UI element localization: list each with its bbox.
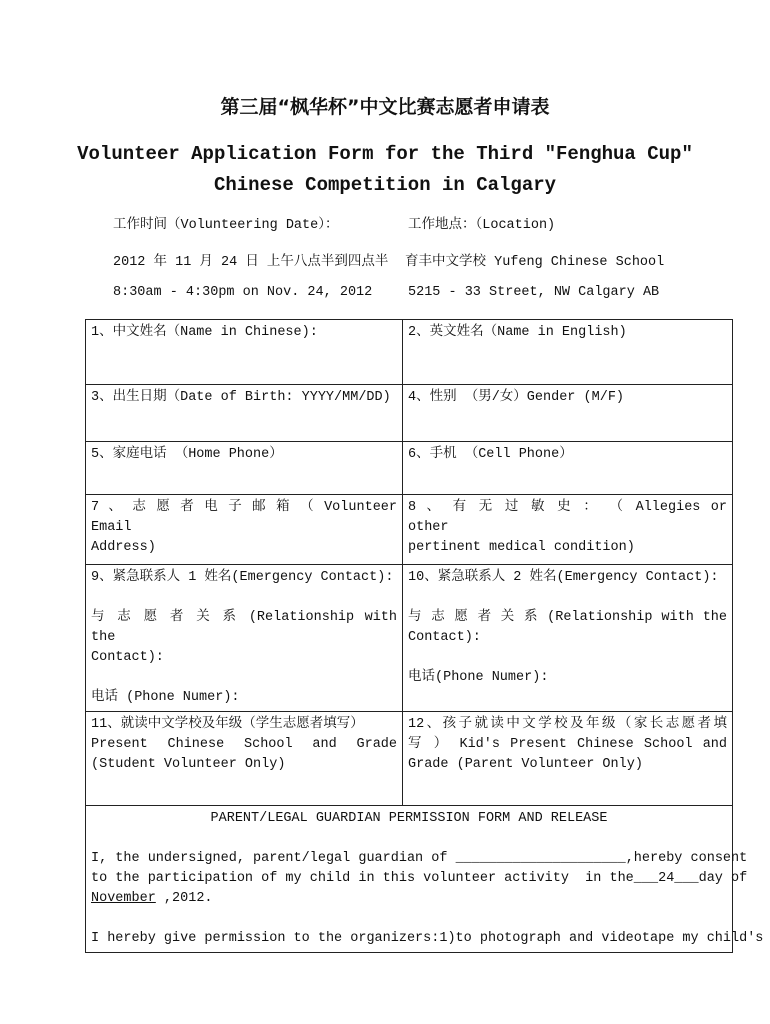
child-name-blank[interactable]: _____________________: [455, 851, 626, 866]
permission-consent-line1: [91, 849, 748, 869]
gender-field[interactable]: [403, 385, 733, 442]
emergency-contact-2-relationship: 与 志 愿 者 关 系 (Relationship with the: [408, 610, 727, 625]
home-phone-label: 5、家庭电话 （Home Phone）: [91, 447, 283, 462]
form-title-english-line1: Volunteer Application Form for the Third "Fenghua Cup": [77, 143, 693, 165]
emergency-contact-1-label: 9、紧急联系人 1 姓名(Emergency Contact):: [91, 570, 394, 585]
form-row-permission: [86, 806, 733, 953]
student-school-label: 11、就读中文学校及年级（学生志愿者填写）: [91, 717, 364, 732]
permission-heading: PARENT/LEGAL GUARDIAN PERMISSION FORM AND RELEASE: [210, 811, 608, 826]
emergency-contact-1-relationship: 与 志 愿 者 关 系 (Relationship with the: [91, 610, 397, 645]
permission-consent-line2: [91, 869, 748, 889]
application-form-table: [85, 319, 764, 953]
emergency-contact-2-label: 10、紧急联系人 2 姓名(Emergency Contact):: [408, 570, 719, 585]
consent-day: ___24___: [633, 871, 699, 886]
emergency-contact-2-phone: 电话(Phone Numer):: [408, 670, 549, 685]
name-english-label: 2、英文姓名（Name in English): [408, 325, 627, 340]
gender-label: 4、性别 （男/女）Gender (M/F): [408, 390, 625, 405]
consent-year: ,2012.: [155, 891, 213, 906]
email-label: 7 、 志 愿 者 电 子 邮 箱 （ Volunteer Email: [91, 500, 397, 535]
form-title-english: [0, 139, 770, 201]
kid-school-label-en: 写 ） Kid's Present Chinese School and: [408, 737, 727, 752]
email-label-cont: Address): [91, 540, 156, 555]
location-address: 5215 - 33 Street, NW Calgary AB: [408, 285, 660, 300]
consent-text-a: I, the undersigned, parent/legal guardian of: [91, 851, 456, 866]
emergency-contact-1-relationship-cont: Contact):: [91, 650, 164, 665]
kid-school-field[interactable]: [403, 712, 733, 806]
student-school-field[interactable]: [86, 712, 403, 806]
student-school-label-note: (Student Volunteer Only): [91, 757, 286, 772]
form-row-schools: [86, 712, 733, 806]
form-row-emergency: [86, 565, 733, 712]
consent-text-c: to the participation of my child in this volunteer activity in the: [91, 871, 634, 886]
emergency-contact-1-phone: 电话 (Phone Numer):: [91, 690, 240, 705]
consent-month: November: [91, 891, 156, 906]
email-field[interactable]: [86, 495, 403, 565]
allergies-label: 8 、 有 无 过 敏 史 ： （ Allegies or other: [408, 500, 727, 535]
name-chinese-field[interactable]: [86, 320, 403, 385]
form-row-phones: [86, 442, 733, 495]
name-chinese-label: 1、中文姓名（Name in Chinese):: [91, 325, 318, 340]
permission-photo-consent: I hereby give permission to the organizers:1)to photograph and videotape my child's: [91, 931, 764, 946]
volunteering-date-cn: 2012 年 11 月 24 日 上午八点半到四点半: [113, 255, 389, 270]
location-label: 工作地点：（Location): [408, 218, 556, 233]
permission-consent-line3: [91, 889, 727, 909]
form-title-english-line2: Chinese Competition in Calgary: [213, 174, 557, 196]
home-phone-field[interactable]: [86, 442, 403, 495]
emergency-contact-2-relationship-cont: Contact):: [408, 630, 481, 645]
location-name: 育丰中文学校 Yufeng Chinese School: [405, 255, 665, 270]
cell-phone-label: 6、手机 （Cell Phone）: [408, 447, 573, 462]
consent-text-b: ,hereby consent: [625, 851, 748, 866]
kid-school-label: 12、孩子就读中文学校及年级（家长志愿者填: [408, 717, 727, 732]
allergies-field[interactable]: [403, 495, 733, 565]
student-school-label-en: Present Chinese School and Grade: [91, 737, 397, 752]
volunteering-date-label: 工作时间（Volunteering Date）：: [113, 218, 339, 233]
form-row-birth-gender: [86, 385, 733, 442]
allergies-label-cont: pertinent medical condition): [408, 540, 635, 555]
date-of-birth-label: 3、出生日期（Date of Birth: YYYY/MM/DD): [91, 390, 391, 405]
volunteering-date-en: 8:30am - 4:30pm on Nov. 24, 2012: [113, 285, 373, 300]
cell-phone-field[interactable]: [403, 442, 733, 495]
form-row-email-allergies: [86, 495, 733, 565]
name-english-field[interactable]: [403, 320, 733, 385]
emergency-contact-1-field[interactable]: [86, 565, 403, 712]
kid-school-label-note: Grade (Parent Volunteer Only): [408, 757, 643, 772]
emergency-contact-2-field[interactable]: [403, 565, 733, 712]
date-of-birth-field[interactable]: [86, 385, 403, 442]
permission-section: [86, 806, 764, 953]
form-title-chinese: 第三届“枫华杯”中文比赛志愿者申请表: [220, 96, 550, 118]
consent-text-d: day of: [698, 871, 748, 886]
form-row-names: [86, 320, 733, 385]
